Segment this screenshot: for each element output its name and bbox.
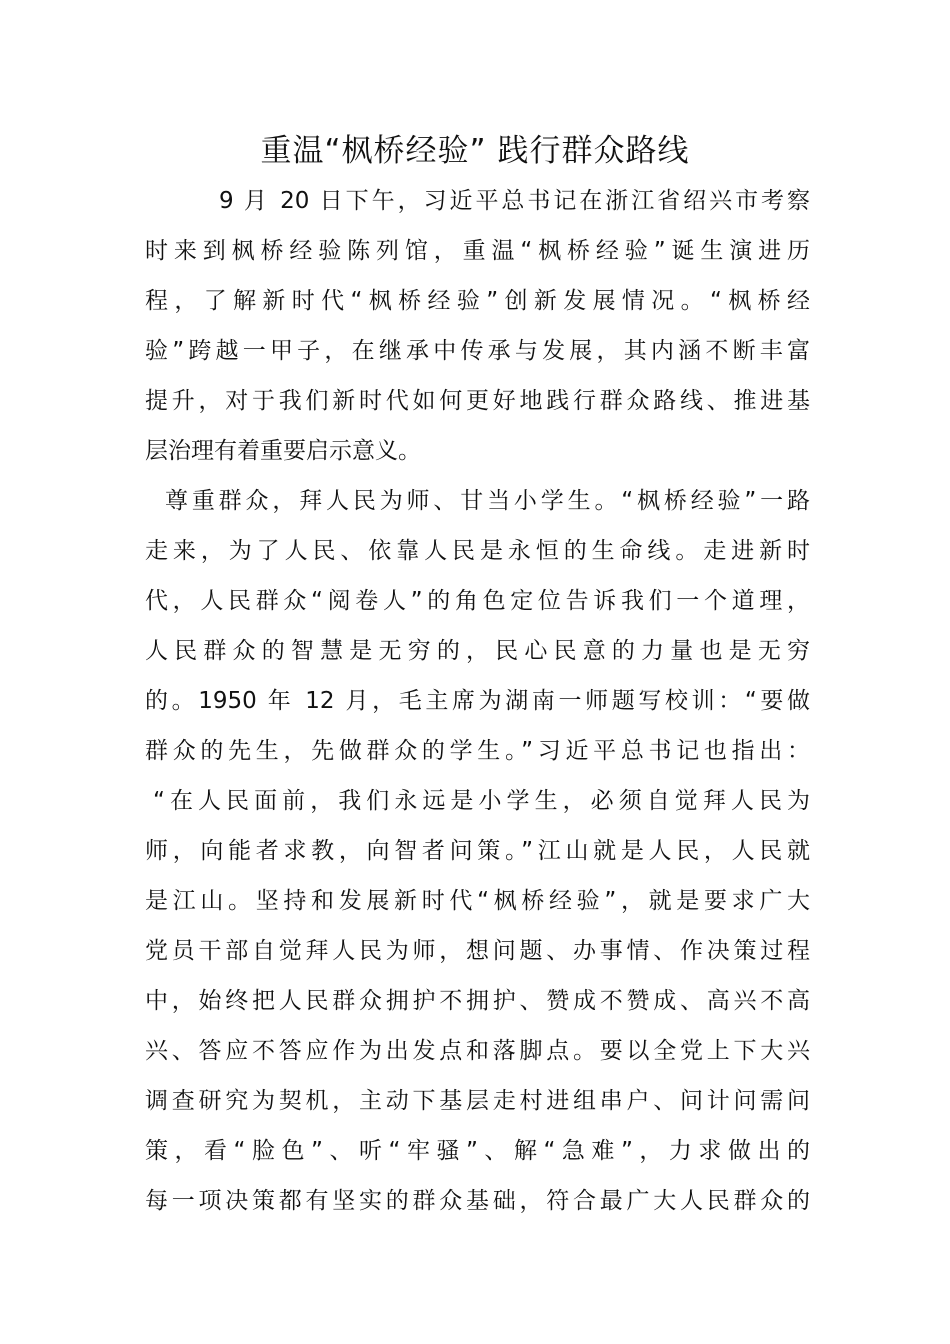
paragraph-1 <box>145 176 810 476</box>
paragraph-line: 代，人民群众“阅卷人”的角色定位告诉我们一个道理， <box>145 588 810 614</box>
paragraph-line: 尊重群众，拜人民为师、甘当小学生。“枫桥经验”一路 <box>165 488 810 514</box>
document-body <box>145 176 810 1226</box>
paragraph-line: 每一项决策都有坚实的群众基础，符合最广大人民群众的 <box>145 1188 810 1214</box>
paragraph-line: 师，向能者求教，向智者问策。”江山就是人民，人民就 <box>145 838 810 864</box>
paragraph-line: 层治理有着重要启示意义。 <box>145 438 421 464</box>
paragraph-line: 9 月 20 日下午，习近平总书记在浙江省绍兴市考察 <box>219 188 810 214</box>
paragraph-line: 党员干部自觉拜人民为师，想问题、办事情、作决策过程 <box>145 938 810 964</box>
paragraph-line: 验”跨越一甲子，在继承中传承与发展，其内涵不断丰富 <box>145 338 810 364</box>
paragraph-line: 策，看“脸色”、听“牢骚”、解“急难”，力求做出的 <box>145 1138 810 1164</box>
paragraph-line: 提升，对于我们新时代如何更好地践行群众路线、推进基 <box>145 388 810 414</box>
paragraph-line: 是江山。坚持和发展新时代“枫桥经验”，就是要求广大 <box>145 888 810 914</box>
document-title: 重温“枫桥经验” 践行群众路线 <box>260 133 690 169</box>
paragraph-line: 调查研究为契机，主动下基层走村进组串户、问计问需问 <box>145 1088 810 1114</box>
paragraph-line: 的。1950 年 12 月，毛主席为湖南一师题写校训：“要做 <box>145 688 810 714</box>
paragraph-line: 中，始终把人民群众拥护不拥护、赞成不赞成、高兴不高 <box>145 988 810 1014</box>
paragraph-line: 人民群众的智慧是无穷的，民心民意的力量也是无穷 <box>145 638 810 664</box>
paragraph-line: 兴、答应不答应作为出发点和落脚点。要以全党上下大兴 <box>145 1038 810 1064</box>
paragraph-line: 程，了解新时代“枫桥经验”创新发展情况。“枫桥经 <box>145 288 810 314</box>
paragraph-line: 走来，为了人民、依靠人民是永恒的生命线。走进新时 <box>145 538 810 564</box>
paragraph-2 <box>145 476 810 1226</box>
paragraph-line: 时来到枫桥经验陈列馆，重温“枫桥经验”诞生演进历 <box>145 238 810 264</box>
paragraph-line: “在人民面前，我们永远是小学生，必须自觉拜人民为 <box>153 788 810 814</box>
paragraph-line: 群众的先生，先做群众的学生。”习近平总书记也指出： <box>145 738 810 764</box>
